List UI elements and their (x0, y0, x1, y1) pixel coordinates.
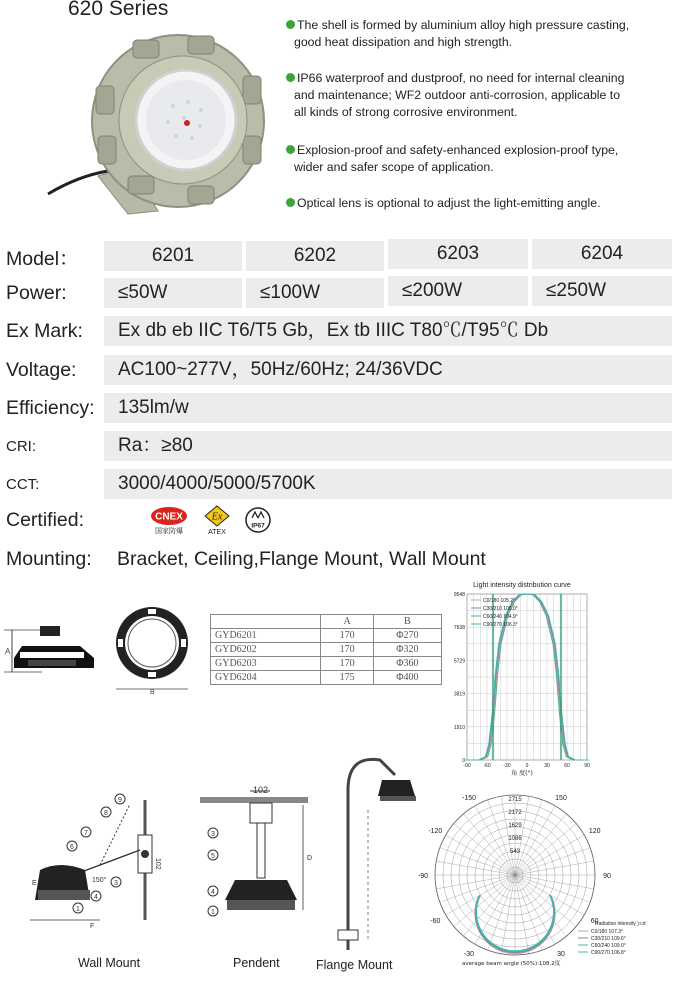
spec-row-mounting (0, 544, 673, 578)
model-6203: 6203 (388, 239, 528, 269)
svg-text:4: 4 (211, 889, 215, 896)
certified-label: Certified: (6, 509, 85, 531)
legend-entry: C30/210 105.0° (483, 606, 518, 612)
dimension-table (210, 614, 442, 685)
polar-angle-label: 120 (588, 828, 601, 835)
ip67-logo-icon (244, 506, 272, 534)
cri-value: Ra：≥80 (104, 431, 672, 461)
bullet-icon (286, 20, 295, 29)
svg-text:102: 102 (154, 858, 161, 870)
polar-angle-label: 150 (555, 795, 567, 803)
svg-text:102: 102 (253, 785, 269, 795)
svg-text:4: 4 (94, 894, 98, 901)
x-tick-label: -30 (503, 763, 511, 769)
svg-text:1: 1 (76, 906, 80, 913)
feature-4: Optical lens is optional to adjust the light-emitting angle. (286, 195, 671, 212)
polar-angle-label: -90 (417, 873, 429, 880)
bullet-icon (286, 198, 295, 207)
lamp-product-image (38, 26, 278, 221)
svg-text:B: B (150, 689, 155, 696)
svg-text:5: 5 (211, 853, 215, 860)
efficiency-value: 135lm/w (104, 393, 672, 423)
table-row: GYD6203 170 Φ360 (211, 657, 442, 671)
polar-angle-label: 30 (557, 950, 565, 958)
table-row: GYD6202 170 Φ320 (211, 643, 442, 657)
top-view-drawing (108, 603, 193, 695)
power-6201: ≤50W (104, 278, 242, 308)
polar-angle-label: -60 (430, 918, 441, 925)
legend-entry: C0/180 105.2° (483, 598, 516, 604)
svg-text:ATEX: ATEX (208, 529, 226, 536)
svg-text:9: 9 (118, 797, 122, 804)
spec-row-power (0, 278, 673, 312)
y-tick-label: 7638 (453, 625, 465, 632)
polar-ring-label: 1629 (508, 823, 522, 829)
mounting-label: Mounting: (6, 548, 92, 570)
table-header-row: A B (211, 615, 442, 629)
polar-angle-label: -30 (463, 950, 475, 958)
wall-mount-drawing (30, 790, 170, 950)
power-6203: ≤200W (388, 276, 528, 306)
spec-row-cct (0, 469, 673, 503)
polar-footnote: average beam angle (50%):108.2度 (462, 961, 561, 967)
exmark-label: Ex Mark: (6, 320, 83, 342)
model-6204: 6204 (532, 239, 672, 269)
legend-entry: C60/240 104.9° (483, 614, 518, 620)
svg-text:D: D (307, 855, 313, 862)
y-tick-label: 5729 (453, 658, 465, 665)
table-row: GYD6204 175 Φ400 (211, 671, 442, 685)
cct-value: 3000/4000/5000/5700K (104, 469, 672, 499)
caption-pendent: Pendent (233, 956, 280, 970)
y-tick-label: 0 (462, 758, 465, 764)
efficiency-label: Efficiency: (6, 397, 95, 419)
polar-angle-label: 60 (590, 918, 599, 925)
polar-angle-label: -120 (428, 828, 443, 835)
svg-text:7: 7 (84, 830, 88, 837)
spec-row-certified (0, 505, 673, 539)
table-row: GYD6201 170 Φ270 (211, 629, 442, 643)
exmark-value: Ex db eb IIC T6/T5 Gb，Ex tb IIIC T80℃/T95℃ Db (104, 316, 672, 346)
page-title: 620 Series (68, 0, 169, 20)
polar-ring-label: 2715 (508, 797, 522, 803)
polar-legend-entry: C90/270 106.8° (591, 950, 626, 956)
x-tick-label: 30 (544, 763, 550, 769)
x-tick-label: -90 (463, 763, 471, 769)
light-intensity-chart (445, 578, 595, 778)
voltage-label: Voltage: (6, 359, 77, 381)
y-tick-label: 3819 (453, 691, 465, 698)
spec-row-cri (0, 431, 673, 465)
spec-row-exmark (0, 316, 673, 350)
svg-text:CNEX: CNEX (155, 511, 183, 523)
feature-3: Explosion-proof and safety-enhanced explosion-proof type, wider and safer scope of application. (286, 142, 671, 176)
cnex-logo-icon (150, 505, 188, 535)
svg-text:3: 3 (211, 831, 215, 838)
caption-wall-mount: Wall Mount (78, 956, 141, 970)
model-label: Model： (6, 248, 79, 270)
svg-text:E: E (32, 880, 37, 887)
x-tick-label: -60 (483, 763, 491, 769)
y-tick-label: 9548 (453, 592, 465, 598)
svg-text:8: 8 (104, 810, 108, 817)
model-6202: 6202 (246, 241, 384, 271)
spec-row-efficiency (0, 393, 673, 427)
svg-text:6: 6 (70, 844, 74, 851)
x-axis-label: 角 度(°) (511, 770, 533, 777)
svg-text:A: A (5, 647, 11, 656)
y-tick-label: 1910 (453, 724, 465, 731)
polar-angle-label: -150 (461, 795, 477, 803)
x-tick-label: 90 (584, 763, 590, 769)
model-6201: 6201 (104, 241, 242, 271)
chart-title: Light intensity distribution curve (473, 582, 571, 589)
polar-legend-entry: C60/240 109.0° (591, 943, 626, 949)
svg-text:3: 3 (114, 880, 118, 887)
svg-text:1: 1 (211, 909, 215, 916)
polar-legend-entry: C30/210 109.6° (591, 936, 626, 942)
svg-text:IP67: IP67 (251, 522, 265, 530)
polar-ring-label: 1086 (508, 836, 522, 842)
polar-ring-label: 2172 (508, 810, 522, 816)
bullet-icon (286, 145, 295, 154)
polar-angle-label: 90 (603, 873, 611, 880)
feature-1: The shell is formed by aluminium alloy high pressure casting, good heat dissipation and high strength. (286, 17, 671, 51)
cct-label: CCT: (6, 476, 40, 493)
svg-text:150°: 150° (92, 877, 107, 884)
pendent-drawing (195, 785, 315, 950)
power-6202: ≤100W (246, 278, 384, 308)
spec-row-model (0, 239, 673, 273)
polar-legend-entry: C0/180 107.3° (591, 929, 624, 935)
legend-entry: C90/270 106.3° (483, 622, 518, 628)
polar-distribution-chart (417, 785, 670, 970)
x-tick-label: 60 (564, 763, 570, 769)
mounting-value: Bracket, Ceiling,Flange Mount, Wall Mount (104, 544, 672, 574)
bullet-icon (286, 73, 295, 82)
atex-logo-icon (203, 505, 231, 535)
power-label: Power: (6, 282, 67, 304)
cri-label: CRI: (6, 438, 36, 455)
polar-legend-title: Radiation intensity ):cd (595, 921, 646, 927)
x-tick-label: 0 (525, 763, 529, 769)
svg-text:F: F (90, 923, 95, 930)
voltage-value: AC100~277V，50Hz/60Hz; 24/36VDC (104, 355, 672, 385)
svg-text:国家防爆: 国家防爆 (155, 527, 183, 535)
polar-ring-label: 543 (509, 849, 521, 855)
side-view-drawing (2, 616, 98, 678)
feature-2: IP66 waterproof and dustproof, no need for internal cleaning and maintenance; WF2 outdoor anti-corrosion, applicable to all kinds of strong corrosive environment. (286, 70, 671, 121)
svg-text:Ex: Ex (211, 511, 223, 523)
caption-flange-mount: Flange Mount (316, 958, 393, 972)
power-6204: ≤250W (532, 276, 672, 306)
flange-mount-drawing (320, 750, 420, 955)
spec-row-voltage (0, 355, 673, 389)
